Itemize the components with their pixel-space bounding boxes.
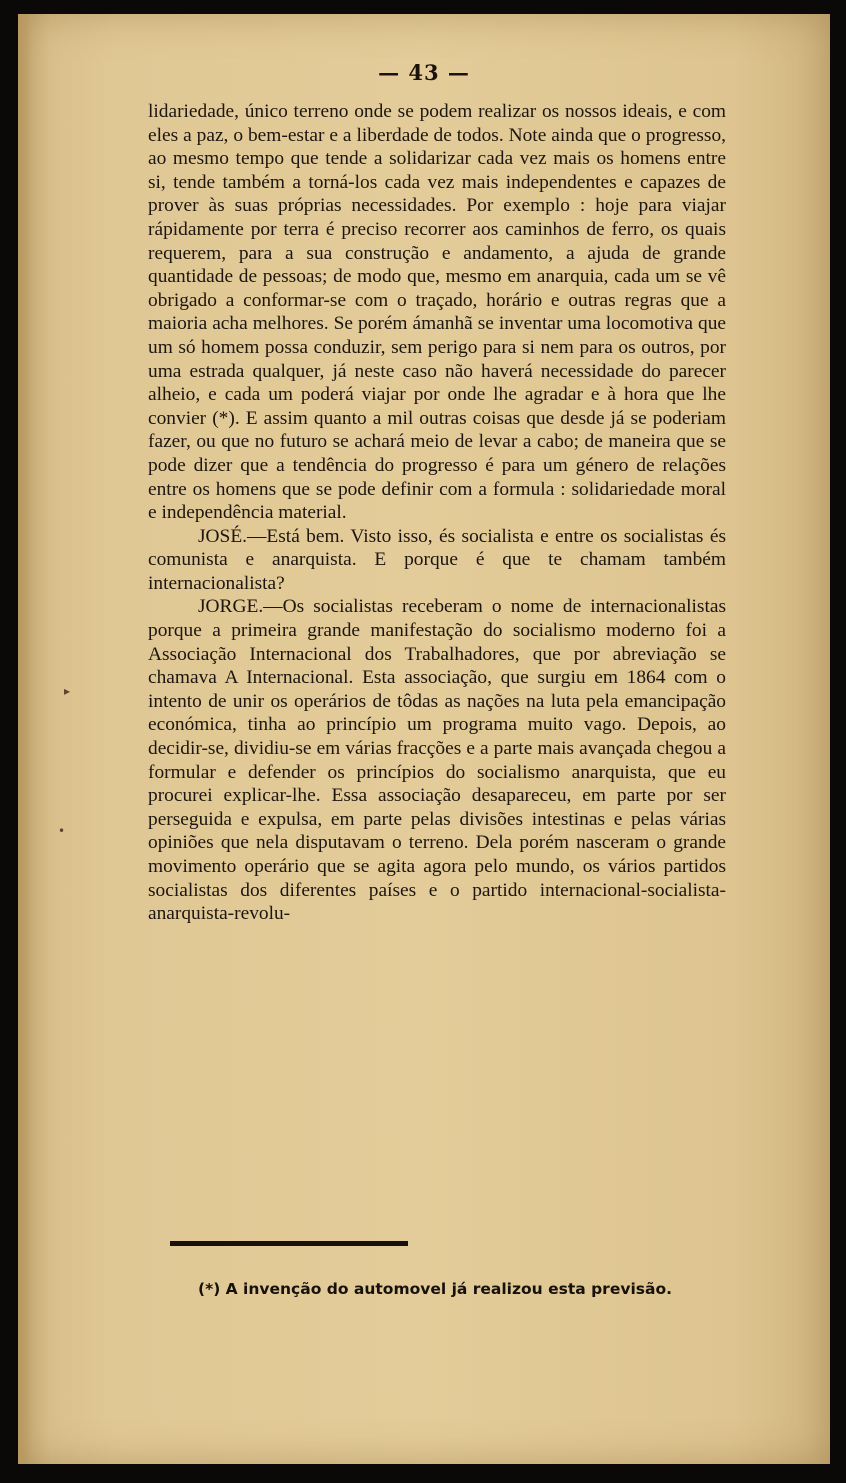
book-page (18, 14, 830, 1464)
margin-dot-icon: • (58, 824, 66, 838)
paragraph-jose: JOSÉ.—Está bem. Visto isso, és socialista e entre os socialistas és comunista e anarquista. E porque é que te chamam também internacionalista? (148, 525, 726, 594)
page-number: — 43 — (378, 60, 470, 85)
paragraph-jorge: JORGE.—Os socialistas receberam o nome de internacionalistas porque a primeira grande manifestação do socialismo moderno foi a Associação Internacional dos Trabalhadores, que por abreviação se chamava A Internacional. Esta associação, que surgiu em 1864 com o intento de unir os operários de tôdas as nações na luta pela emancipação económica, tinha ao princípio um programa muito vago. Depois, ao decidir-se, dividiu-se em várias fracções e a parte mais avançada chegou a formular e defender os princípios do socialismo anarquista, que eu procurei explicar-lhe. Essa associação desapareceu, em parte por ser perseguida e expulsa, em parte pelas divisões intestinas e pelas várias opiniões que nela disputavam o terreno. Dela porém nasceram o grande movimento operário que se agita agora pelo mundo, os vários partidos socialistas dos diferentes países e o partido internacional-socialista-anarquista-revolu- (148, 596, 726, 925)
body-text (148, 100, 726, 926)
paragraph-continuation: lidariedade, único terreno onde se podem realizar os nossos ideais, e com eles a paz, o bem-estar e a liberdade de todos. Note ainda que o progresso, ao mesmo tempo que tende a solidarizar cada vez mais os homens entre si, tende também a torná-los cada vez mais independentes e capazes de prover às suas próprias necessidades. Por exemplo : hoje para viajar rápidamente por terra é preciso recorrer aos caminhos de ferro, os quais requerem, para a sua construção e andamento, a ajuda de grande quantidade de pessoas; de modo que, mesmo em anarquia, cada um se vê obrigado a conformar-se com o traçado, horário e outras regras que a maioria acha melhores. Se porém ámanhã se inventar uma locomotiva que um só homem possa conduzir, sem perigo para si nem para os outros, por uma estrada qualquer, já neste caso não haverá necessidade do parecer alheio, e cada um poderá viajar por onde lhe agradar e à hora que lhe convier (*). E assim quanto a mil outras coisas que desde já se poderiam fazer, ou que no futuro se achará meio de levar a cabo; de maneira que se pode dizer que a tendência do progresso é para um género de relações entre os homens que se pode definir com a formula : solidariedade moral e independência material. (148, 101, 726, 524)
page-binding-shadow (18, 14, 32, 1464)
footnote-rule (170, 1241, 408, 1246)
margin-arrow-icon: ▸ (64, 684, 71, 698)
footnote: (*) A invenção do automovel já realizou esta previsão. (198, 1280, 672, 1298)
